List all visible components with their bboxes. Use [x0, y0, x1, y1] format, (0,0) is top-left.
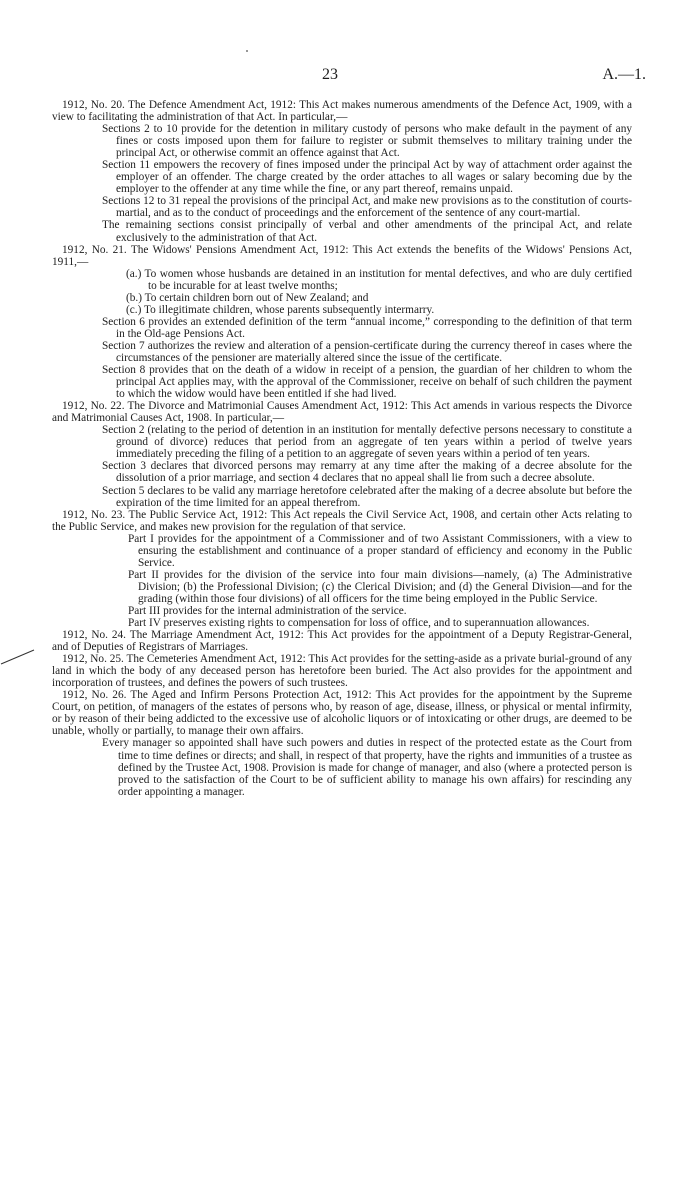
paragraph: Section 6 provides an extended definition of the term “annual income,” corresponding to the definition of that term in the Old-age Pensions Act. [102, 315, 632, 340]
paragraph: 1912, No. 25. The Cemeteries Amendment Act, 1912: This Act provides for the setting-aside as a private burial-ground of any land in which the body of any deceased person has heretofore been buried. The Act also provides for the appointment and incorporation of trustees, and defines the powers of such trustees. [52, 653, 632, 690]
page-number: 23 [322, 66, 338, 83]
paragraph: (a.) To women whose husbands are detained in an institution for mental defectives, and who are duly certified to be incurable for at least twelve months; [126, 267, 632, 292]
paragraph: Part III provides for the internal administration of the service. [128, 604, 407, 617]
paragraph: The remaining sections consist principally of verbal and other amendments of the principal Act, and relate exclusively to the administration of that Act. [102, 219, 632, 244]
document-reference: A.—1. [602, 66, 646, 83]
paragraph: 1912, No. 20. The Defence Amendment Act, 1912: This Act makes numerous amendments of the Defence Act, 1909, with a view to facilitating the administration of that Act. In particular,— [52, 99, 632, 124]
paragraph: 1912, No. 22. The Divorce and Matrimonial Causes Amendment Act, 1912: This Act amends in various respects the Divorce and Matrimonial Causes Act, 1908. In particular,— [52, 400, 632, 425]
paragraph: Section 3 declares that divorced persons may remarry at any time after the making of a decree absolute for the dissolution of a prior marriage, and section 4 declares that no appeal shall lie from such a decree absolute. [102, 460, 632, 485]
paragraph: Every manager so appointed shall have such powers and duties in respect of the protected estate as the Court from time to time defines or directs; and shall, in respect of that property, have the rights and immunities of a trustee as defined by the Trustee Act, 1908. Provision is made for change of manager, and also (where a protected person is proved to the satisfaction of the Court to be of sufficient ability to manage his own affairs) for rescinding any order appointing a manager. [102, 737, 632, 798]
paragraph: Sections 2 to 10 provide for the detention in military custody of persons who make default in the payment of any fines or costs imposed upon them for failure to register or submit themselves to military training under the principal Act, or otherwise commit an offence against that Act. [102, 123, 632, 160]
paragraph: Section 5 declares to be valid any marriage heretofore celebrated after the making of a decree absolute but before the expiration of the time limited for an appeal therefrom. [102, 484, 632, 509]
paragraph: Part I provides for the appointment of a Commissioner and of two Assistant Commissioners, with a view to ensuring the establishment and continuance of a proper standard of efficiency and economy in the Public Service. [128, 532, 632, 569]
paragraph: 1912, No. 23. The Public Service Act, 1912: This Act repeals the Civil Service Act, 1908, and certain other Acts relating to the Public Service, and makes new provision for the regulation of that service. [52, 508, 632, 533]
paragraph: Section 2 (relating to the period of detention in an institution for mentally defective persons necessary to constitute a ground of divorce) reduces that period from an aggregate of ten years within a period of twelve years immediately preceding the filing of a petition to an aggregate of seven years within a period of ten years. [102, 424, 632, 461]
paragraph: 1912, No. 21. The Widows' Pensions Amendment Act, 1912: This Act extends the benefits of the Widows' Pensions Act, 1911,— [52, 243, 632, 268]
paragraph: Part IV preserves existing rights to compensation for loss of office, and to superannuation allowances. [128, 617, 590, 630]
paragraph: Section 11 empowers the recovery of fines imposed under the principal Act by way of attachment order against the employer of an offender. The charge created by the order attaches to all wages or salary becoming due by the employer to the offender at any time while the fine, or any part thereof, remains unpaid. [102, 159, 632, 196]
margin-pen-mark [0, 0, 40, 700]
page-body [52, 99, 632, 798]
paragraph: (c.) To illegitimate children, whose parents subsequently intermarry. [126, 303, 435, 316]
paragraph: Sections 12 to 31 repeal the provisions of the principal Act, and make new provisions as to the constitution of courts-martial, and as to the conduct of proceedings and the enforcement of the sentence of any court-martial. [102, 195, 632, 220]
paragraph: 1912, No. 26. The Aged and Infirm Persons Protection Act, 1912: This Act provides for the appointment by the Supreme Court, on petition, of managers of the estates of persons who, by reason of age, disease, illness, or physical or mental infirmity, or by reason of their being addicted to the excessive use of alcoholic liquors or of intoxicating or other drugs, are deemed to be unable, wholly or partially, to manage their own affairs. [52, 689, 632, 738]
scan-speck [246, 50, 248, 52]
paragraph: 1912, No. 24. The Marriage Amendment Act, 1912: This Act provides for the appointment of a Deputy Registrar-General, and of Deputies of Registrars of Marriages. [52, 629, 632, 654]
paragraph: Part II provides for the division of the service into four main divisions—namely, (a) The Administrative Division; (b) the Professional Division; (c) the Clerical Division; and (d) the General Division—and for the grading (within those four divisions) of all officers for the time being employed in the Public Service. [128, 568, 632, 605]
paragraph: Section 7 authorizes the review and alteration of a pension-certificate during the currency thereof in cases where the circumstances of the pensioner are materially altered since the issue of the certificate. [102, 339, 632, 364]
paragraph: (b.) To certain children born out of New Zealand; and [126, 291, 369, 304]
paragraph: Section 8 provides that on the death of a widow in receipt of a pension, the guardian of her children to whom the principal Act applies may, with the approval of the Commissioner, receive on behalf of such children the payment to which the widow would have been entitled if she had lived. [102, 364, 632, 401]
